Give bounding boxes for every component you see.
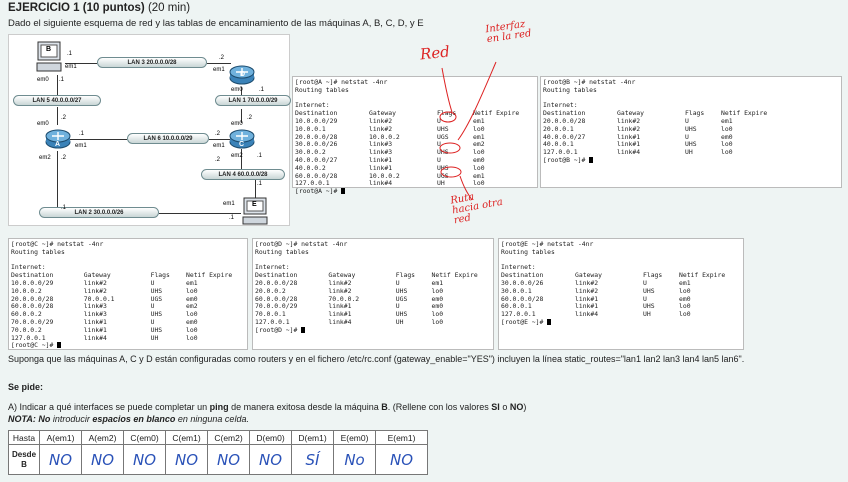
table-cell: Gateway <box>328 271 356 280</box>
table-cell: 10.0.0.2 <box>369 171 400 180</box>
d-addr-1: .1 <box>259 87 265 93</box>
table-cell: 60.0.0.0/28 <box>255 294 298 303</box>
table-cell: UH <box>685 148 693 157</box>
table-cell: em0 <box>186 317 198 326</box>
table-cell: Flags <box>437 109 457 118</box>
table-cell: UH <box>150 333 159 342</box>
table-cell: 70.0.0.2 <box>11 325 42 334</box>
table-cell: UHS <box>685 124 697 133</box>
table-cell: UH <box>395 317 404 326</box>
table-cell: lo0 <box>431 286 444 295</box>
terminal-end-prompt: [root@B ~]# <box>543 155 590 164</box>
table-cell: UGS <box>437 132 449 141</box>
table-row <box>11 319 245 327</box>
annotation-red: Red <box>419 42 451 64</box>
terminal-prompt: [root@B ~]# netstat -4nr <box>543 78 636 86</box>
a-addr-2: .2 <box>61 115 67 121</box>
table-cell: 60.0.0.1 <box>501 302 532 311</box>
d-addr-2: .2 <box>219 55 225 61</box>
terminal-end-prompt: [root@A ~]# <box>295 187 342 196</box>
table-cell: lo0 <box>186 286 198 295</box>
table-cell: 70.0.0.1 <box>83 294 115 303</box>
table-cell: UHS <box>437 148 449 157</box>
exercise-title: EJERCICIO 1 (10 puntos) (20 min) <box>8 2 191 14</box>
table-cell: link#1 <box>83 325 107 334</box>
table-cell: lo0 <box>473 124 485 133</box>
table-cell: UGS <box>395 294 408 303</box>
col-header: E(em0) <box>334 431 376 445</box>
table-cell: link#2 <box>83 286 107 295</box>
table-cell: em1 <box>186 278 198 287</box>
table-cell: 40.0.0.0/27 <box>295 155 338 164</box>
table-cell: Destination <box>255 271 298 280</box>
cursor <box>57 342 61 348</box>
c-em1: em1 <box>213 143 225 149</box>
table-cell: U <box>643 294 647 303</box>
question-a: A) Indicar a qué interfaces se puede completar un ping de manera exitosa desde la máquina B. (Rellene con los valores SI o NO) <box>8 402 527 412</box>
table-cell: Flags <box>150 271 170 280</box>
table-cell: link#1 <box>575 302 599 311</box>
table-cell: U <box>685 132 689 141</box>
table-cell: 127.0.0.1 <box>255 317 290 326</box>
table-cell: 10.0.0.1 <box>295 124 326 133</box>
table-cell: link#1 <box>369 155 393 164</box>
c-em0: em0 <box>231 121 243 127</box>
table-cell: 30.0.0.2 <box>295 148 326 157</box>
table-header-row <box>543 110 839 118</box>
table-cell: Destination <box>543 109 586 118</box>
table-cell: 40.0.0.1 <box>543 140 574 149</box>
table-row <box>255 280 491 288</box>
terminal-prompt: [root@C ~]# netstat -4nr <box>11 240 104 248</box>
se-pide-label: Se pide: <box>8 382 44 392</box>
table-cell: Flags <box>395 271 416 280</box>
annotation-marks <box>420 60 540 220</box>
table-cell: UH <box>437 179 445 188</box>
answer-cell[interactable]: NO <box>124 445 166 475</box>
table-cell: U <box>395 278 400 287</box>
routing-table-b <box>540 76 842 188</box>
table-cell: em0 <box>186 294 198 303</box>
c-addr-1b: .1 <box>257 181 263 187</box>
terminal-end-prompt: [root@C ~]# <box>11 341 58 350</box>
machine-e-label: E <box>252 201 257 208</box>
table-cell: 127.0.0.1 <box>11 333 46 342</box>
answer-table <box>8 430 428 475</box>
table-cell: 70.0.0.0/29 <box>255 302 298 311</box>
table-row <box>501 303 741 311</box>
b-addr-1b: .1 <box>59 77 65 83</box>
table-cell: U <box>150 278 155 287</box>
table-cell: link#3 <box>83 302 107 311</box>
table-cell: 10.0.0.2 <box>11 286 42 295</box>
cursor <box>301 327 305 333</box>
col-header: C(em1) <box>166 431 208 445</box>
table-cell: link#1 <box>328 310 352 319</box>
corner-cell: Hasta <box>9 431 40 445</box>
e-addr-1: .1 <box>229 215 235 221</box>
table-cell: Netif Expire <box>679 271 726 280</box>
table-cell: U <box>437 155 441 164</box>
table-cell: link#1 <box>328 302 352 311</box>
c-addr-1: .1 <box>257 153 263 159</box>
table-row <box>501 296 741 304</box>
table-cell: Flags <box>685 109 705 118</box>
col-header: C(em2) <box>208 431 250 445</box>
cursor <box>589 157 593 163</box>
terminal-end-prompt: [root@E ~]# <box>501 317 548 326</box>
lan6-bus: LAN 6 10.0.0.0/29 <box>127 133 209 144</box>
table-cell: link#4 <box>369 179 393 188</box>
answer-cell[interactable]: NO <box>82 445 124 475</box>
table-cell: Netif Expire <box>721 109 768 118</box>
table-row <box>501 280 741 288</box>
table-cell: em1 <box>473 132 485 141</box>
table-cell: 70.0.0.1 <box>255 310 286 319</box>
table-cell: 20.0.0.0/28 <box>255 278 298 287</box>
table-cell: 60.0.0.0/28 <box>295 171 338 180</box>
table-cell: em0 <box>721 132 733 141</box>
table-cell: lo0 <box>473 163 485 172</box>
answer-row-b <box>9 445 428 475</box>
terminal-section: Internet: <box>543 101 578 110</box>
cursor <box>341 188 345 194</box>
table-cell: 60.0.0.2 <box>11 310 42 319</box>
table-cell: em1 <box>431 278 444 287</box>
table-row <box>543 126 839 134</box>
answer-cell[interactable]: SÍ <box>292 445 334 475</box>
table-cell: lo0 <box>473 179 485 188</box>
table-row <box>11 280 245 288</box>
table-cell: 30.0.0.0/26 <box>501 278 544 287</box>
answer-cell[interactable]: NO <box>40 445 82 475</box>
table-cell: em1 <box>721 116 733 125</box>
table-cell: link#1 <box>575 294 599 303</box>
table-cell: 70.0.0.2 <box>328 294 360 303</box>
table-cell: U <box>437 116 441 125</box>
terminal-heading: Routing tables <box>543 85 597 94</box>
answer-cell[interactable]: NO <box>250 445 292 475</box>
terminal-prompt: [root@D ~]# netstat -4nr <box>255 240 348 248</box>
answer-cell[interactable]: No <box>334 445 376 475</box>
lan4-bus: LAN 4 60.0.0.0/28 <box>201 169 285 180</box>
a-addr-1c: .1 <box>61 205 67 211</box>
table-cell: link#3 <box>369 140 393 149</box>
table-cell: 60.0.0.0/28 <box>501 294 544 303</box>
table-cell: link#2 <box>328 286 352 295</box>
table-cell: link#2 <box>617 116 641 125</box>
col-header: D(em0) <box>250 431 292 445</box>
table-cell: 40.0.0.2 <box>295 163 326 172</box>
lan5-bus: LAN 5 40.0.0.0/27 <box>13 95 101 106</box>
table-cell: link#2 <box>369 116 393 125</box>
table-cell: lo0 <box>186 325 198 334</box>
d-em1: em1 <box>213 67 225 73</box>
routing-table-d <box>252 238 494 350</box>
table-cell: em2 <box>473 140 485 149</box>
table-cell: lo0 <box>679 286 691 295</box>
machine-a-label: A <box>55 141 61 148</box>
terminal-section: Internet: <box>255 263 290 272</box>
table-cell: link#4 <box>83 333 107 342</box>
table-cell: lo0 <box>186 333 198 342</box>
table-row <box>11 303 245 311</box>
terminal-end-prompt: [root@D ~]# <box>255 325 302 334</box>
lan3-bus: LAN 3 20.0.0.0/28 <box>97 57 207 68</box>
table-cell: UHS <box>437 124 449 133</box>
answer-cell[interactable]: NO <box>376 445 428 475</box>
table-cell: link#2 <box>575 278 599 287</box>
table-cell: UHS <box>395 286 408 295</box>
table-cell: 20.0.0.0/28 <box>543 116 586 125</box>
note-text: NOTA: No introducir espacios en blanco en ninguna celda. <box>8 414 249 424</box>
table-cell: link#1 <box>617 140 641 149</box>
table-cell: link#3 <box>83 310 107 319</box>
machine-d-label: D <box>240 71 246 78</box>
table-cell: Gateway <box>617 109 644 118</box>
table-cell: Netif Expire <box>431 271 478 280</box>
a-addr-1: .1 <box>79 131 85 137</box>
network-diagram <box>8 34 290 226</box>
table-cell: link#4 <box>617 148 641 157</box>
table-cell: lo0 <box>431 310 444 319</box>
routing-table-e <box>498 238 744 350</box>
table-cell: Destination <box>295 109 338 118</box>
terminal-heading: Routing tables <box>501 247 555 256</box>
a-addr-2b: .2 <box>61 155 67 161</box>
terminal-prompt: [root@E ~]# netstat -4nr <box>501 240 594 248</box>
terminal-heading: Routing tables <box>255 247 309 256</box>
lan2-bus: LAN 2 30.0.0.0/26 <box>39 207 159 218</box>
answer-cell[interactable]: NO <box>208 445 250 475</box>
table-cell: UHS <box>150 286 163 295</box>
table-cell: link#2 <box>83 278 107 287</box>
table-cell: 10.0.0.2 <box>369 132 400 141</box>
table-cell: UHS <box>150 325 163 334</box>
annotation-interfaz: Interfaz en la red <box>484 18 533 46</box>
table-cell: 20.0.0.1 <box>543 124 574 133</box>
answer-header-row <box>9 431 428 445</box>
table-cell: link#2 <box>328 278 352 287</box>
col-header: A(em2) <box>82 431 124 445</box>
table-cell: Gateway <box>83 271 111 280</box>
table-cell: U <box>437 140 441 149</box>
table-cell: link#2 <box>575 286 599 295</box>
table-cell: link#1 <box>617 132 641 141</box>
table-cell: UHS <box>685 140 697 149</box>
table-cell: lo0 <box>679 310 691 319</box>
table-cell: em1 <box>473 116 485 125</box>
answer-cell[interactable]: NO <box>166 445 208 475</box>
table-cell: em1 <box>473 171 485 180</box>
table-cell: link#3 <box>369 148 393 157</box>
table-cell: 20.0.0.0/28 <box>11 294 54 303</box>
table-cell: UGS <box>150 294 163 303</box>
table-cell: lo0 <box>721 124 733 133</box>
e-em1: em1 <box>223 201 235 207</box>
b-addr-1: .1 <box>67 51 73 57</box>
terminal-section: Internet: <box>501 263 536 272</box>
table-cell: Destination <box>501 271 544 280</box>
table-row <box>11 327 245 335</box>
table-cell: U <box>643 278 647 287</box>
table-cell: em0 <box>431 294 444 303</box>
table-cell: UGS <box>437 171 449 180</box>
table-cell: UHS <box>643 302 655 311</box>
table-cell: 127.0.0.1 <box>543 148 578 157</box>
table-cell: 60.0.0.0/28 <box>11 302 54 311</box>
table-cell: Destination <box>11 271 54 280</box>
terminal-prompt: [root@A ~]# netstat -4nr <box>295 78 388 86</box>
lan1-bus: LAN 1 70.0.0.0/29 <box>215 95 291 106</box>
table-cell: UHS <box>395 310 408 319</box>
table-cell: UHS <box>643 286 655 295</box>
a-em1: em1 <box>75 143 87 149</box>
table-cell: link#4 <box>328 317 352 326</box>
routing-table-c <box>8 238 248 350</box>
d-em0: em0 <box>231 87 243 93</box>
col-header: A(em1) <box>40 431 82 445</box>
table-cell: link#4 <box>575 310 599 319</box>
cursor <box>547 319 551 325</box>
c-em2: em2 <box>231 153 243 159</box>
machine-b-label: B <box>46 46 52 53</box>
c-addr-2c: .2 <box>215 131 221 137</box>
table-cell: 127.0.0.1 <box>295 179 330 188</box>
table-cell: U <box>150 302 155 311</box>
annotation-ruta: Ruta hacia otra red <box>449 191 504 227</box>
terminal-section: Internet: <box>11 263 46 272</box>
c-addr-2b: .2 <box>215 157 221 163</box>
table-cell: em0 <box>473 155 485 164</box>
table-cell: lo0 <box>721 140 733 149</box>
table-cell: UHS <box>150 310 163 319</box>
table-cell: 20.0.0.0/28 <box>295 132 338 141</box>
table-cell: 10.0.0.0/29 <box>295 116 338 125</box>
terminal-section: Internet: <box>295 101 330 110</box>
table-cell: em0 <box>431 302 444 311</box>
table-cell: 10.0.0.0/29 <box>11 278 54 287</box>
table-cell: lo0 <box>431 317 444 326</box>
table-cell: lo0 <box>679 302 691 311</box>
table-cell: lo0 <box>186 310 198 319</box>
b-em1: em1 <box>65 64 77 70</box>
table-cell: em2 <box>186 302 198 311</box>
table-cell: em1 <box>679 278 691 287</box>
table-cell: 127.0.0.1 <box>501 310 536 319</box>
table-cell: Flags <box>643 271 663 280</box>
table-cell: 30.0.0.0/26 <box>295 140 338 149</box>
table-cell: Netif Expire <box>186 271 233 280</box>
machine-c-label: C <box>239 141 245 148</box>
b-em0: em0 <box>37 77 49 83</box>
table-cell: U <box>685 116 689 125</box>
terminal-heading: Routing tables <box>11 247 65 256</box>
table-row <box>255 303 491 311</box>
table-cell: Gateway <box>369 109 396 118</box>
a-em0: em0 <box>37 121 49 127</box>
table-cell: 30.0.0.1 <box>501 286 532 295</box>
col-header: C(em0) <box>124 431 166 445</box>
table-cell: UHS <box>437 163 449 172</box>
statement-paragraph: Suponga que las máquinas A, C y D están configuradas como routers y en el fichero /etc/rc.conf (gateway_enable="YES") incluyen la línea static_routes="lan1 lan2 lan3 lan4 lan5 lan6". <box>8 354 745 364</box>
table-cell: 20.0.0.2 <box>255 286 286 295</box>
col-header: D(em1) <box>292 431 334 445</box>
table-cell: Netif Expire <box>473 109 520 118</box>
table-cell: lo0 <box>721 148 733 157</box>
table-cell: link#1 <box>369 163 393 172</box>
terminal-heading: Routing tables <box>295 85 349 94</box>
table-cell: UH <box>643 310 651 319</box>
table-cell: 40.0.0.0/27 <box>543 132 586 141</box>
table-cell: link#2 <box>617 124 641 133</box>
table-cell: lo0 <box>473 148 485 157</box>
table-cell: 70.0.0.0/29 <box>11 317 54 326</box>
table-cell: U <box>150 317 155 326</box>
c-addr-2: .2 <box>247 115 253 121</box>
table-cell: link#1 <box>83 317 107 326</box>
table-cell: U <box>395 302 400 311</box>
col-header: E(em1) <box>376 431 428 445</box>
table-cell: Gateway <box>575 271 602 280</box>
a-em2: em2 <box>39 155 51 161</box>
table-cell: link#2 <box>369 124 393 133</box>
row-label: Desde B <box>9 445 40 475</box>
table-cell: em0 <box>679 294 691 303</box>
table-row <box>255 311 491 319</box>
intro-text: Dado el siguiente esquema de red y las tablas de encaminamiento de las máquinas A, B, C, D, y E <box>8 18 424 29</box>
